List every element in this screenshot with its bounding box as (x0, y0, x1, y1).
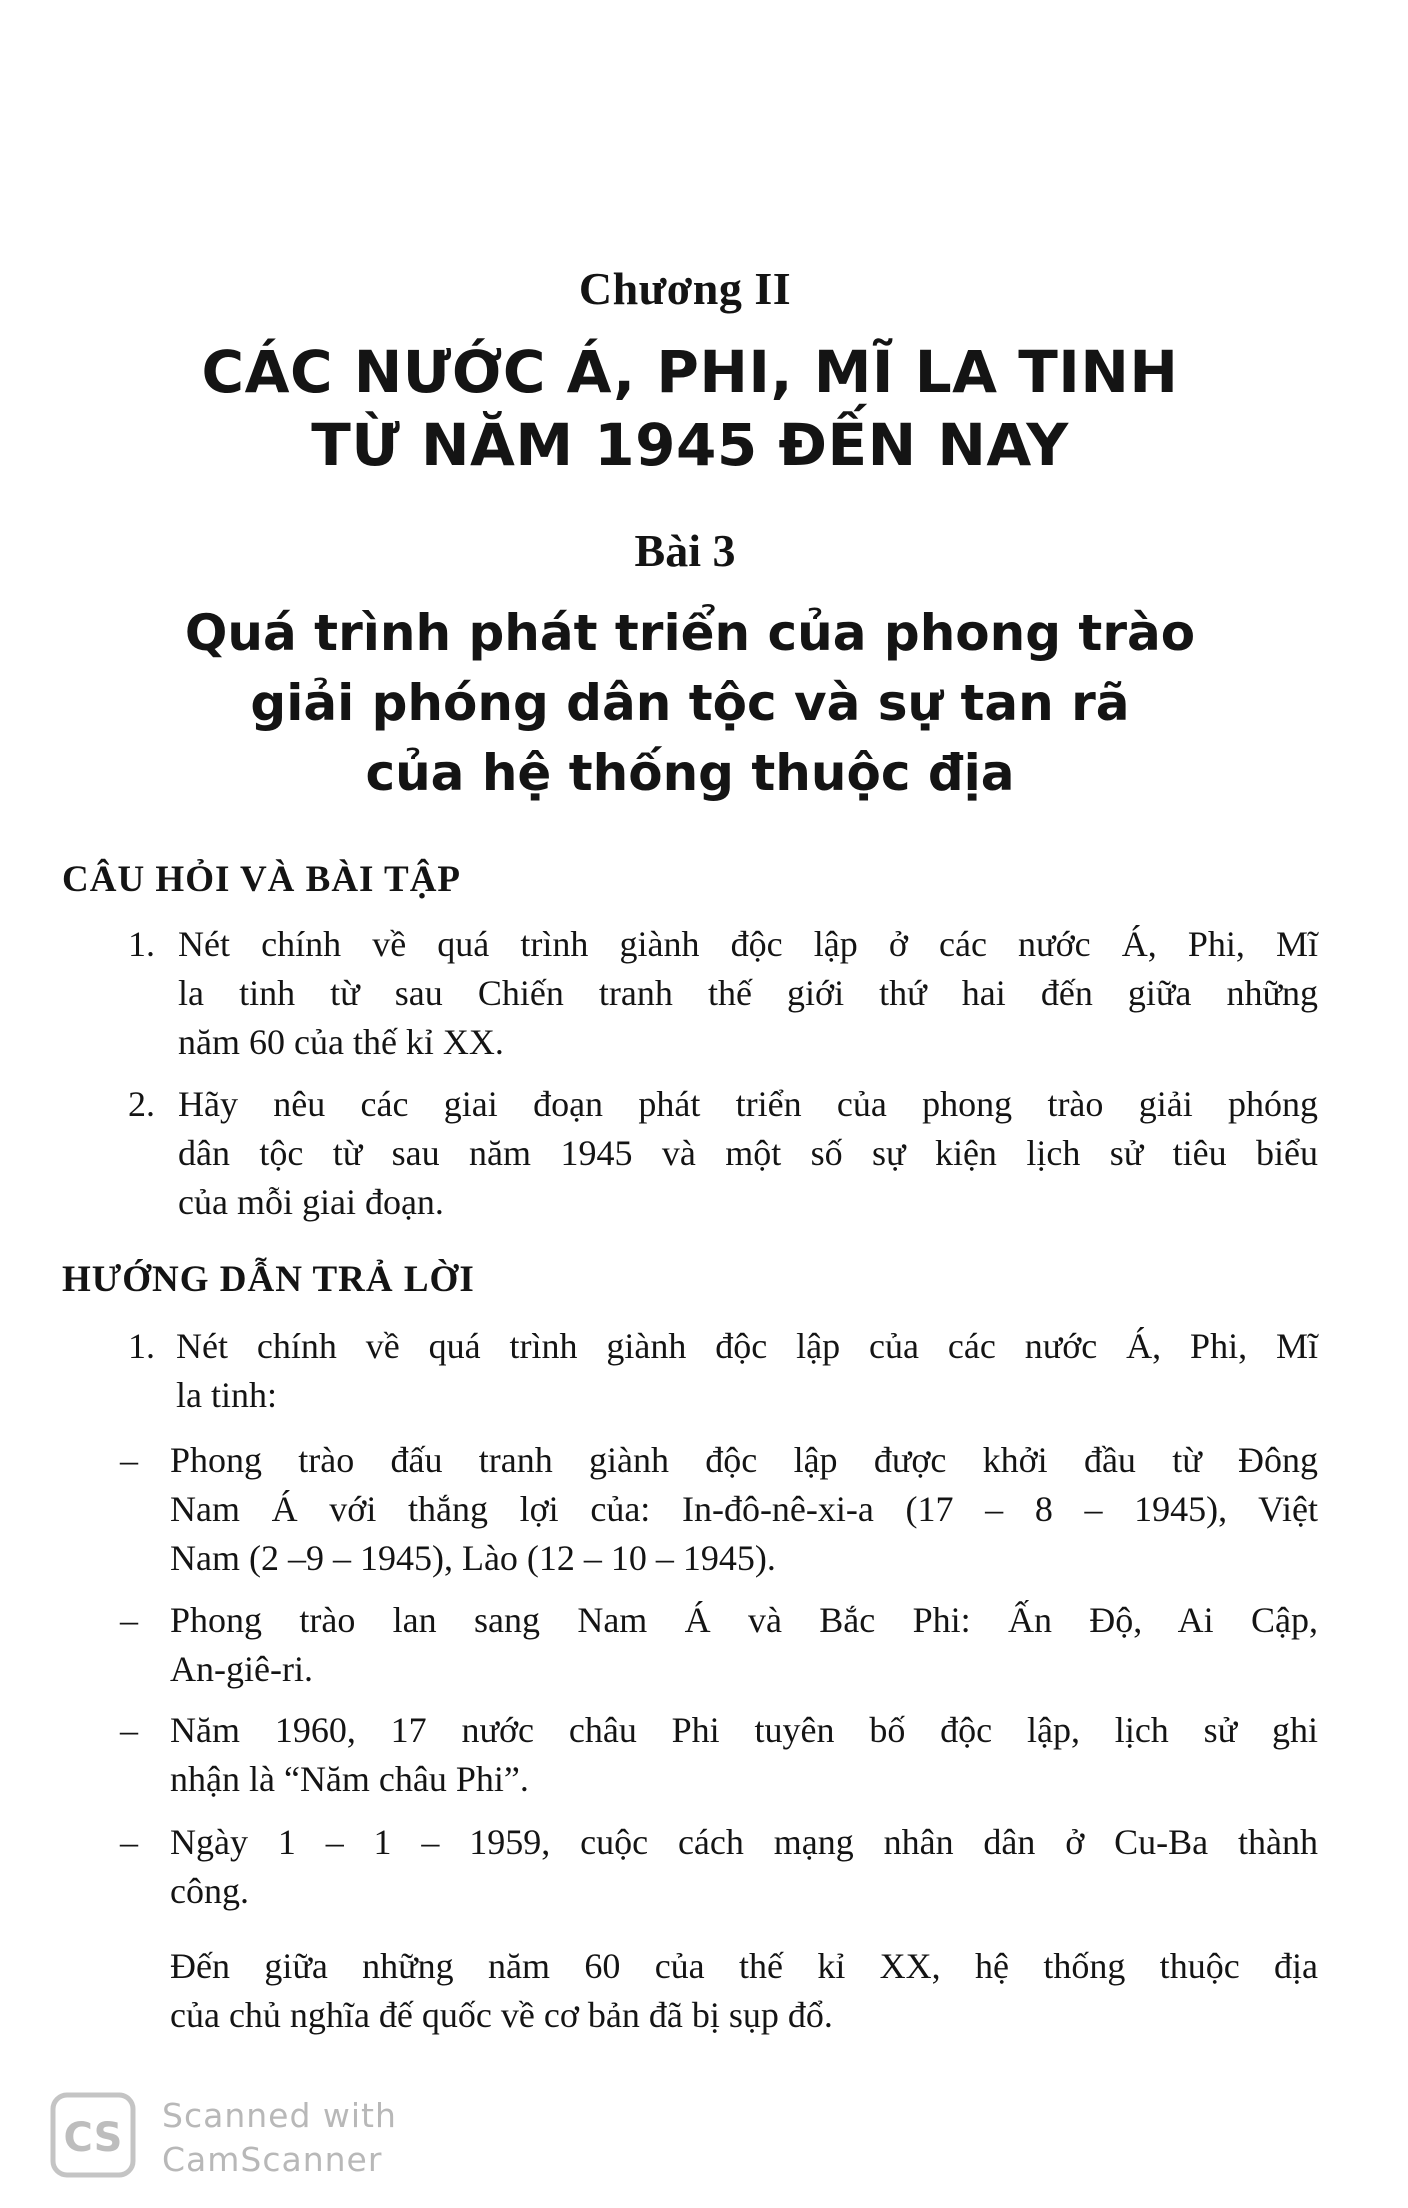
text-line: Phong trào đấu tranh giành độc lập được khởi đầu từ Đông (170, 1440, 1318, 1480)
text-line: Nam (2 –9 – 1945), Lào (12 – 10 – 1945). (170, 1538, 776, 1578)
text-line: công. (170, 1871, 249, 1911)
bullet-item (120, 1818, 1318, 1916)
bullet-text (170, 1706, 1318, 1804)
bullet-item (120, 1596, 1318, 1694)
watermark-line: Scanned with (162, 2096, 397, 2135)
text-line: Đến giữa những năm 60 của thế kỉ XX, hệ thống thuộc địa (170, 1946, 1318, 1986)
lesson-title (0, 598, 1380, 808)
camscanner-watermark (50, 2092, 430, 2182)
conclusion-text (170, 1942, 1318, 2040)
text-line: Ngày 1 – 1 – 1959, cuộc cách mạng nhân dân ở Cu-Ba thành (170, 1822, 1318, 1862)
bullet-item (120, 1436, 1318, 1583)
dash-bullet: – (120, 1822, 138, 1862)
text-line: Năm 1960, 17 nước châu Phi tuyên bố độc lập, lịch sử ghi (170, 1710, 1318, 1750)
text-line: năm 60 của thế kỉ XX. (178, 1022, 504, 1062)
text-line: Nam Á với thắng lợi của: In-đô-nê-xi-a (17 – 8 – 1945), Việt (170, 1489, 1318, 1529)
watermark-line: CamScanner (162, 2140, 383, 2179)
question-text (178, 920, 1318, 1067)
dash-bullet: – (120, 1440, 138, 1480)
answer-number: 1. (128, 1326, 155, 1366)
text-line: nhận là “Năm châu Phi”. (170, 1759, 529, 1799)
text-line: dân tộc từ sau năm 1945 và một số sự kiện lịch sử tiêu biểu (178, 1133, 1318, 1173)
logo-text: CS (63, 2115, 123, 2161)
lesson-label: Bài 3 (634, 525, 736, 576)
question-item (128, 1080, 1318, 1227)
answer-item (128, 1322, 1318, 1420)
conclusion-paragraph (170, 1942, 1318, 2040)
questions-heading: CÂU HỎI VÀ BÀI TẬP (62, 859, 462, 900)
chapter-title (0, 336, 1380, 482)
text-line: của mỗi giai đoạn. (178, 1182, 444, 1222)
dash-bullet: – (120, 1600, 138, 1640)
dash-bullet: – (120, 1710, 138, 1750)
answers-heading: HƯỚNG DẪN TRẢ LỜI (62, 1259, 475, 1300)
answer-text (176, 1322, 1318, 1420)
text-line: la tinh từ sau Chiến tranh thế giới thứ hai đến giữa những (178, 973, 1318, 1013)
question-item (128, 920, 1318, 1067)
lesson-title-line: của hệ thống thuộc địa (365, 744, 1015, 802)
question-number: 1. (128, 924, 155, 964)
text-line: Nét chính về quá trình giành độc lập của các nước Á, Phi, Mĩ (176, 1326, 1318, 1366)
text-line: Nét chính về quá trình giành độc lập ở các nước Á, Phi, Mĩ (178, 924, 1318, 964)
text-line: An-giê-ri. (170, 1649, 313, 1689)
bullet-item (120, 1706, 1318, 1804)
question-text (178, 1080, 1318, 1227)
text-line: la tinh: (176, 1375, 277, 1415)
text-line: Phong trào lan sang Nam Á và Bắc Phi: Ấn Độ, Ai Cập, (170, 1600, 1318, 1640)
bullet-text (170, 1596, 1318, 1694)
text-line: của chủ nghĩa đế quốc về cơ bản đã bị sụp đổ. (170, 1995, 833, 2035)
chapter-label: Chương II (578, 263, 792, 314)
chapter-title-line: TỪ NĂM 1945 ĐẾN NAY (311, 411, 1069, 479)
camscanner-logo-icon (50, 2092, 136, 2178)
bullet-text (170, 1436, 1318, 1583)
bullet-text (170, 1818, 1318, 1916)
lesson-title-line: giải phóng dân tộc và sự tan rã (250, 674, 1130, 732)
watermark-text (162, 2094, 397, 2182)
lesson-title-line: Quá trình phát triển của phong trào (184, 604, 1196, 662)
question-number: 2. (128, 1084, 155, 1124)
chapter-title-line: CÁC NƯỚC Á, PHI, MĨ LA TINH (201, 338, 1179, 406)
text-line: Hãy nêu các giai đoạn phát triển của phong trào giải phóng (178, 1084, 1318, 1124)
